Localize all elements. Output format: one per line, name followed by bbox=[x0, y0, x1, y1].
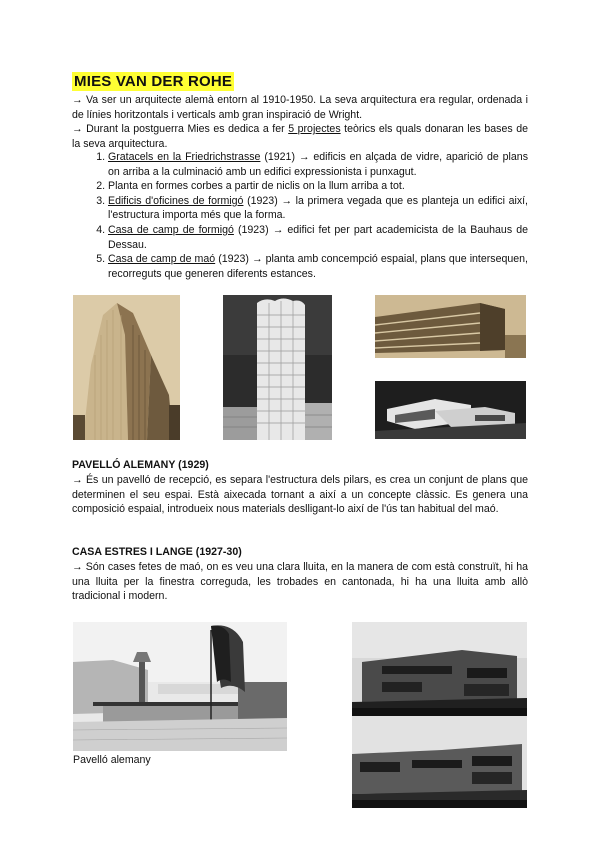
project-name: Gratacels en la Friedrichstrasse bbox=[108, 151, 261, 163]
list-item bbox=[108, 223, 528, 252]
project-desc: Planta en formes corbes a partir de niclis on la llum arriba a tot. bbox=[108, 180, 405, 193]
project-name: Casa de camp de formigó bbox=[108, 223, 234, 236]
esters-house-photo bbox=[352, 622, 527, 716]
intro-text: → Durant la postguerra Mies es dedica a fer bbox=[72, 123, 289, 135]
project-name: Edificis d'oficines de formigó bbox=[108, 194, 244, 207]
project-desc: (1923) → la primera vegada que es planteja un edifici així, l'estructura importa més que la forma. bbox=[108, 194, 528, 222]
list-item bbox=[108, 150, 528, 179]
pavello-caption: Pavelló alemany bbox=[73, 754, 151, 766]
intro-text-end: teòrics els quals donaran les bases de la seva arquitectura. bbox=[72, 123, 528, 150]
pavello-paragraph: → És un pavelló de recepció, es separa l'estructura dels pilars, es crea un conjunt de plans que determinen el seu espai. Està aixecada tornant a així a un concepte clàssic. Es genera una composició espaial, introdueix nous materials deslligant-lo així de l'ús tan habitual del maó. bbox=[72, 474, 528, 516]
list-item bbox=[108, 252, 528, 281]
country-house-model-photo bbox=[375, 381, 526, 439]
casa-paragraph: → Són cases fetes de maó, on es veu una clara lluita, en la manera de com està construït, hi ha una lluita per la finestra correguda, les trobades en cantonada, hi ha una lluita amb allò tradicional i modern. bbox=[72, 561, 528, 603]
lange-house-photo bbox=[352, 716, 527, 808]
projects-link: 5 projectes bbox=[288, 123, 341, 135]
friedrichstrasse-photo bbox=[73, 295, 180, 440]
page-title: MIES VAN DER ROHE bbox=[74, 73, 233, 90]
project-desc: (1923) → planta amb concempció espaial, plans que intersequen, recorreguts que generen diferents estances. bbox=[108, 253, 528, 280]
intro-paragraph-2 bbox=[72, 122, 528, 151]
casa-title: CASA ESTRES I LANGE (1927-30) bbox=[72, 546, 242, 558]
pavello-photo bbox=[73, 622, 287, 751]
project-desc: (1921) → edificis en alçada de vidre, aparició de plans on arriba a la culminació amb un edifici expressionista i punxagut. bbox=[108, 151, 528, 178]
list-item bbox=[108, 194, 528, 223]
intro-paragraph-1: → Va ser un arquitecte alemà entorn al 1910-1950. La seva arquitectura era regular, ordenada i de línies horitzontals i verticals amb gran inspiració de Wright. bbox=[72, 94, 528, 121]
pavello-title: PAVELLÓ ALEMANY (1929) bbox=[72, 459, 209, 471]
glass-skyscraper-photo bbox=[223, 295, 332, 440]
project-desc: (1923) → edifici fet per part academicista de la Bauhaus de Dessau. bbox=[108, 223, 528, 251]
concrete-office-photo bbox=[375, 295, 526, 358]
projects-list bbox=[72, 150, 528, 281]
project-name: Casa de camp de maó bbox=[108, 253, 216, 266]
list-item bbox=[108, 179, 528, 194]
